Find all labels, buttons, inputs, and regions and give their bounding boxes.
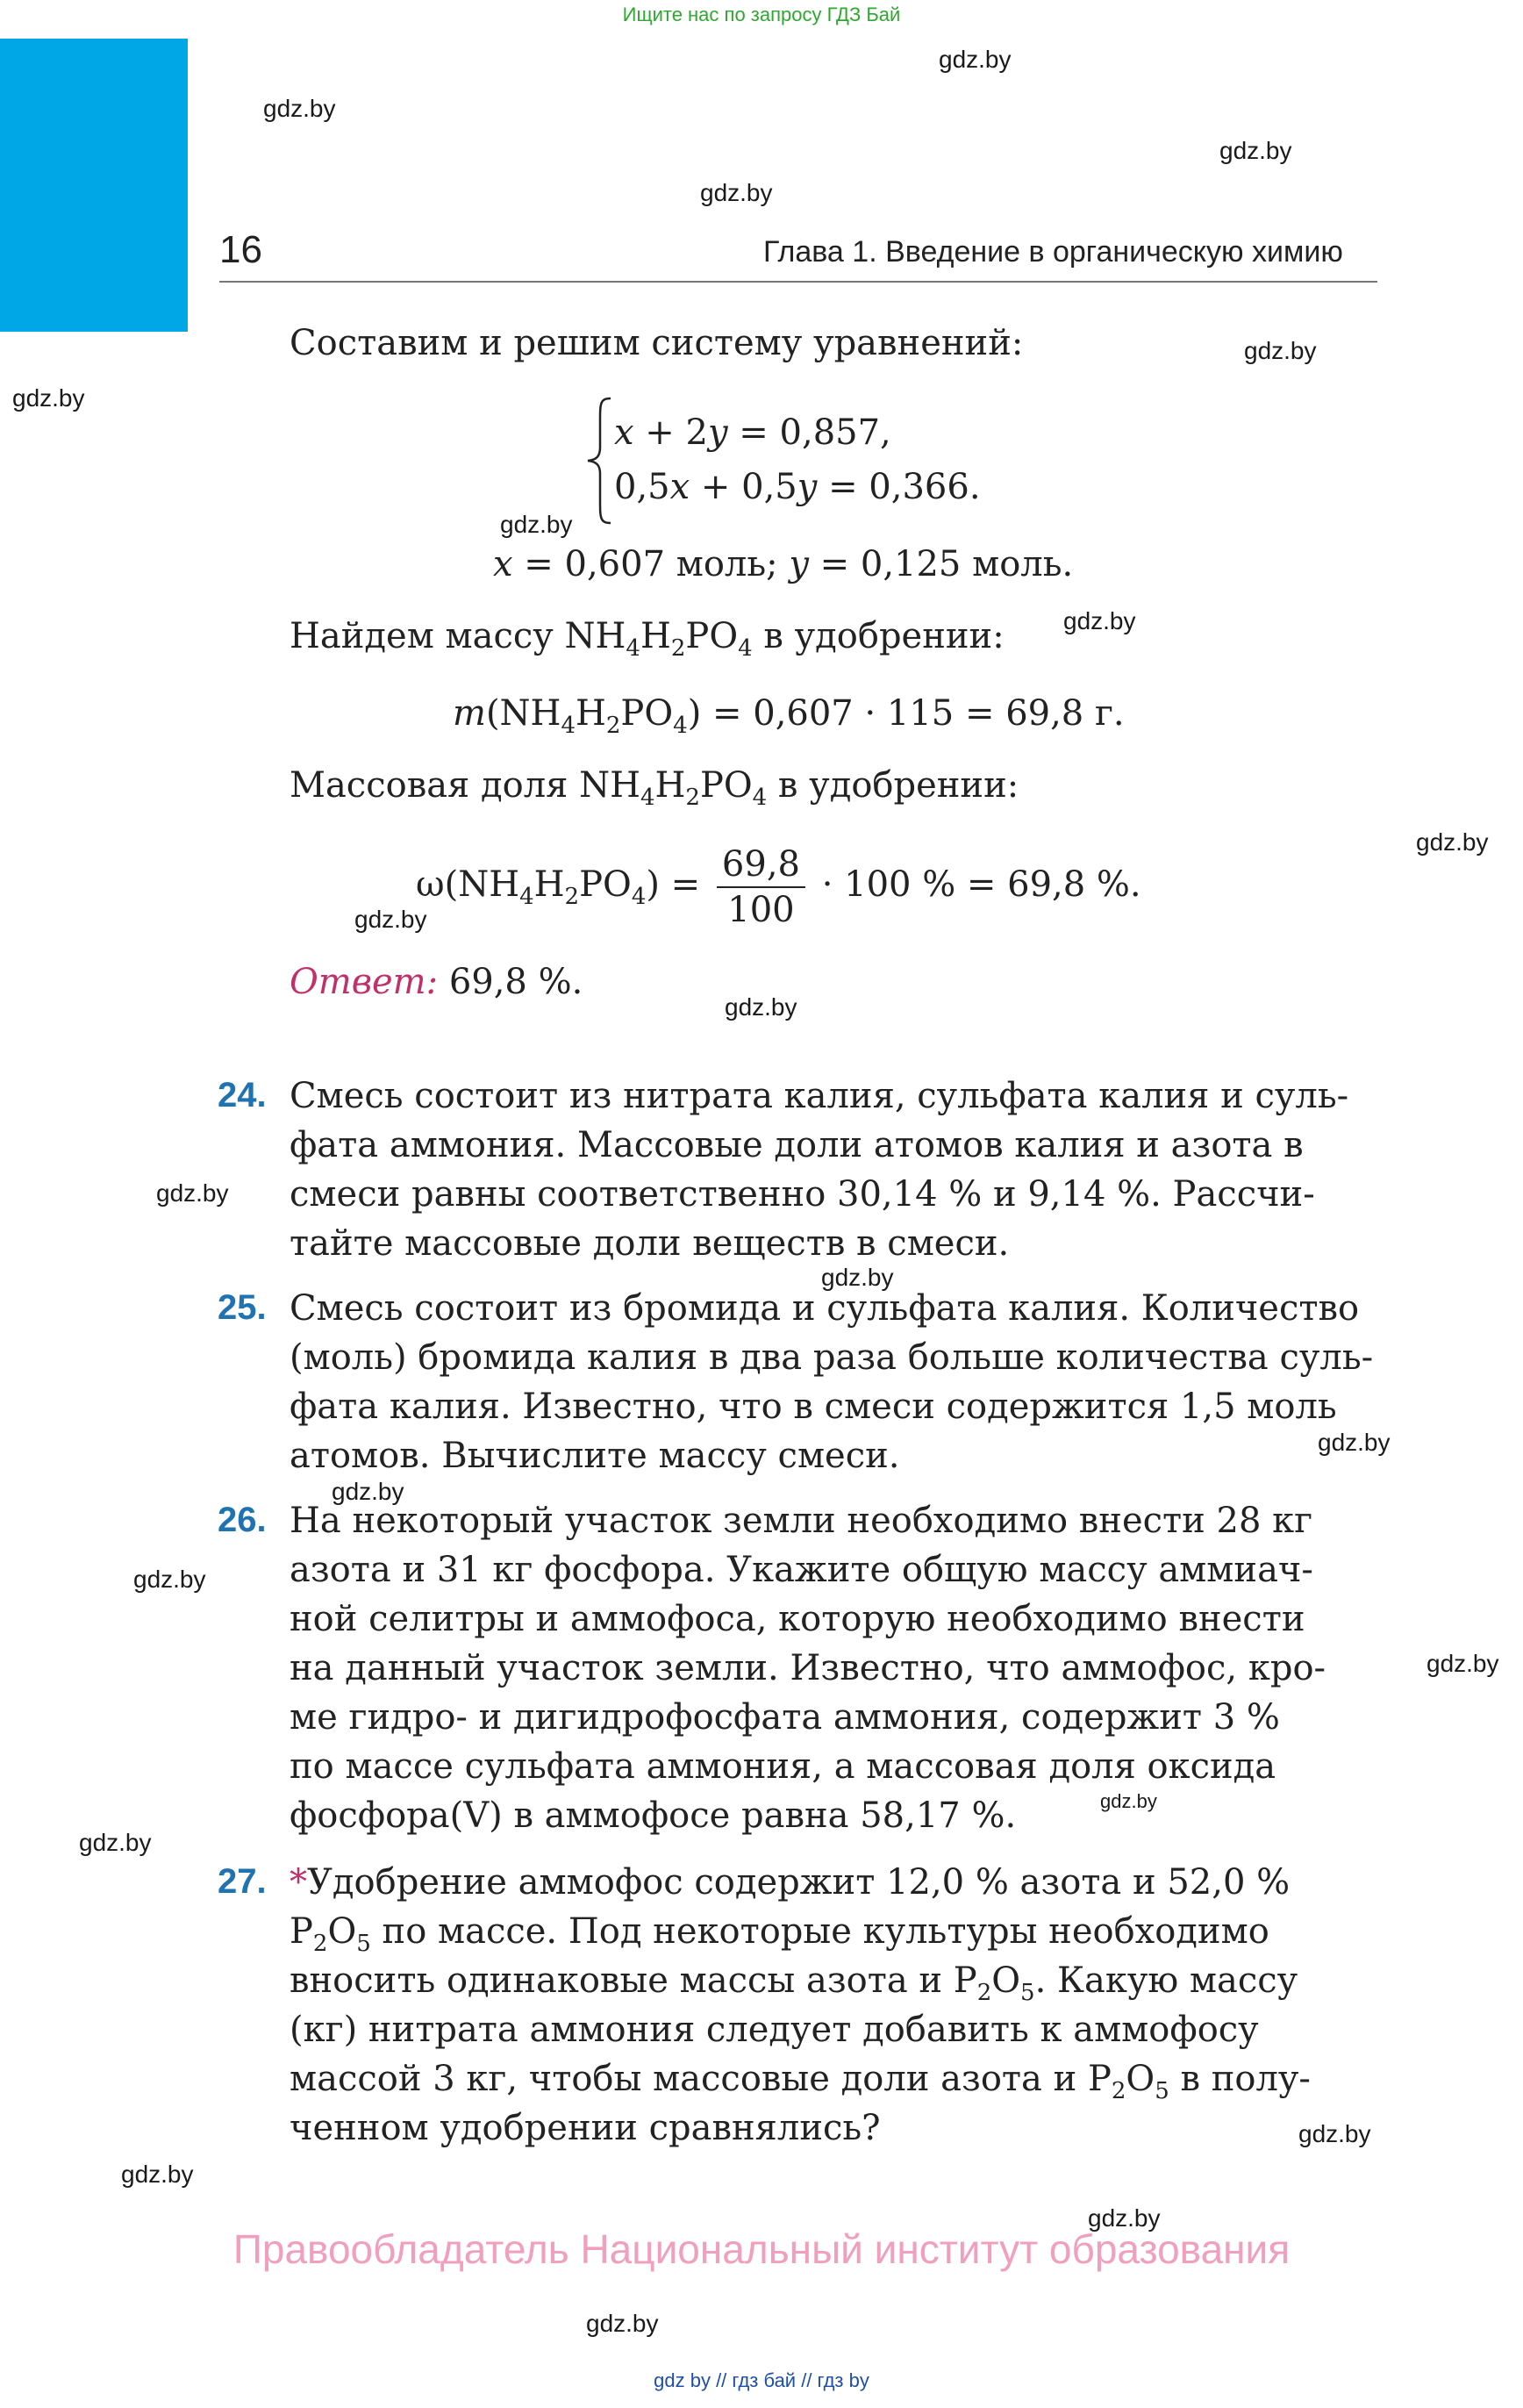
watermark: gdz.by [1244, 337, 1317, 364]
header-rule [219, 281, 1377, 283]
problem-24-line: тайте массовые доли веществ в смеси. [290, 1223, 1010, 1264]
watermark: gdz.by [79, 1829, 152, 1856]
fraction: $\frac{69,8}{100}$ [717, 844, 805, 930]
answer-line [290, 962, 583, 1002]
mass-calculation: $m(NH_4H_2PO_4) = 0,607 \cdot 115 = 69,8$ г. [453, 693, 1125, 739]
problem-26-line: ной селитры и аммофоса, которую необходимо внести [290, 1599, 1305, 1639]
find-mass-text: Найдем массу $NH_4H_2PO_4$ в удобрении: [290, 616, 1005, 662]
watermark: gdz.by [121, 2161, 194, 2188]
watermark: gdz.by [354, 906, 427, 933]
watermark: gdz.by [1318, 1429, 1391, 1456]
watermark: gdz.by [725, 993, 797, 1021]
equation-1: x + 2y = 0,857, [614, 412, 891, 453]
solution-intro: Составим и решим систему уравнений: [290, 323, 1024, 363]
problem-26-line: на данный участок земли. Известно, что аммофос, кро- [290, 1648, 1326, 1688]
chapter-color-tab [0, 39, 188, 332]
problem-25-line: фата калия. Известно, что в смеси содержится 1,5 моль [290, 1387, 1337, 1427]
watermark: gdz.by [1426, 1650, 1499, 1677]
problem-number-24: 24. [218, 1076, 267, 1114]
system-result: x = 0,607 моль; y = 0,125 моль. [493, 544, 1074, 584]
problem-26-line: На некоторый участок земли необходимо внести 28 кг [290, 1501, 1313, 1541]
copyright-owner: Правообладатель Национальный институт образования [232, 2226, 1291, 2272]
problem-26-line: по массе сульфата аммония, а массовая доля оксида [290, 1746, 1276, 1787]
watermark: gdz.by [1416, 828, 1489, 856]
top-search-link[interactable]: Ищите нас по запросу ГДЗ Бай [622, 4, 901, 25]
omega-formula: $\omega(NH_4H_2PO_4)$ = $\frac{69,8}{100}$ · 100 % = 69,8 %. [416, 844, 1141, 930]
answer-label: Ответ: [290, 962, 439, 1002]
watermark: gdz.by [1100, 1790, 1157, 1812]
problem-24-line: смеси равны соответственно 30,14 % и 9,14 %. Рассчи- [290, 1174, 1315, 1215]
page-number: 16 [219, 228, 262, 271]
problem-25-line: (моль) бромида калия в два раза больше количества суль- [290, 1337, 1374, 1378]
problem-27-line: ченном удобрении сравнялись? [290, 2108, 881, 2148]
problem-number-25: 25. [218, 1288, 267, 1327]
problem-number-26: 26. [218, 1501, 267, 1539]
equation-2: 0,5x + 0,5y = 0,366. [614, 467, 981, 507]
chapter-title: Глава 1. Введение в органическую химию [763, 235, 1343, 269]
watermark: gdz.by [1298, 2120, 1371, 2147]
problem-25-line: Смесь состоит из бромида и сульфата калия. Количество [290, 1288, 1360, 1329]
problem-26-line: фосфора(V) в аммофосе равна 58,17 %. [290, 1795, 1017, 1836]
watermark: gdz.by [821, 1264, 894, 1291]
watermark: gdz.by [1219, 137, 1292, 164]
watermark: gdz.by [12, 384, 85, 412]
watermark: gdz.by [700, 179, 773, 206]
difficulty-star-icon: * [290, 1862, 307, 1903]
mass-fraction-label: Массовая доля $NH_4H_2PO_4$ в удобрении: [290, 765, 1019, 811]
problem-24-line: Смесь состоит из нитрата калия, сульфата калия и суль- [290, 1076, 1349, 1116]
watermark: gdz.by [500, 511, 573, 538]
watermark: gdz.by [133, 1566, 206, 1593]
watermark: gdz.by [1063, 607, 1136, 634]
watermark: gdz.by [586, 2310, 659, 2337]
watermark: gdz.by [263, 95, 336, 122]
problem-27-line: (кг) нитрата аммония следует добавить к аммофосу [290, 2010, 1259, 2050]
problem-25-line: атомов. Вычислите массу смеси. [290, 1436, 900, 1476]
problem-number-27: 27. [218, 1862, 267, 1901]
problem-24-line: фата аммония. Массовые доли атомов калия и азота в [290, 1125, 1304, 1165]
problem-27-line: *Удобрение аммофос содержит 12,0 % азота и 52,0 % [290, 1862, 1291, 1903]
watermark: gdz.by [332, 1478, 404, 1505]
bottom-links[interactable]: gdz by // гдз бай // гдз by [654, 2369, 869, 2391]
problem-27-line: массой 3 кг, чтобы массовые доли азота и $P_2O_5$ в полу- [290, 2059, 1311, 2104]
problem-26-line: азота и 31 кг фосфора. Укажите общую массу аммиач- [290, 1550, 1313, 1590]
problem-27-line: вносить одинаковые массы азота и $P_2O_5$. Какую массу [290, 1960, 1298, 2006]
problem-27-line: $P_2O_5$ по массе. Под некоторые культуры необходимо [290, 1911, 1269, 1957]
watermark: gdz.by [939, 46, 1012, 73]
watermark: gdz.by [156, 1179, 229, 1207]
problem-26-line: ме гидро- и дигидрофосфата аммония, содержит 3 % [290, 1697, 1280, 1738]
answer-value: 69,8 %. [448, 962, 583, 1002]
watermark: gdz.by [1088, 2204, 1161, 2232]
system-brace [584, 395, 614, 527]
